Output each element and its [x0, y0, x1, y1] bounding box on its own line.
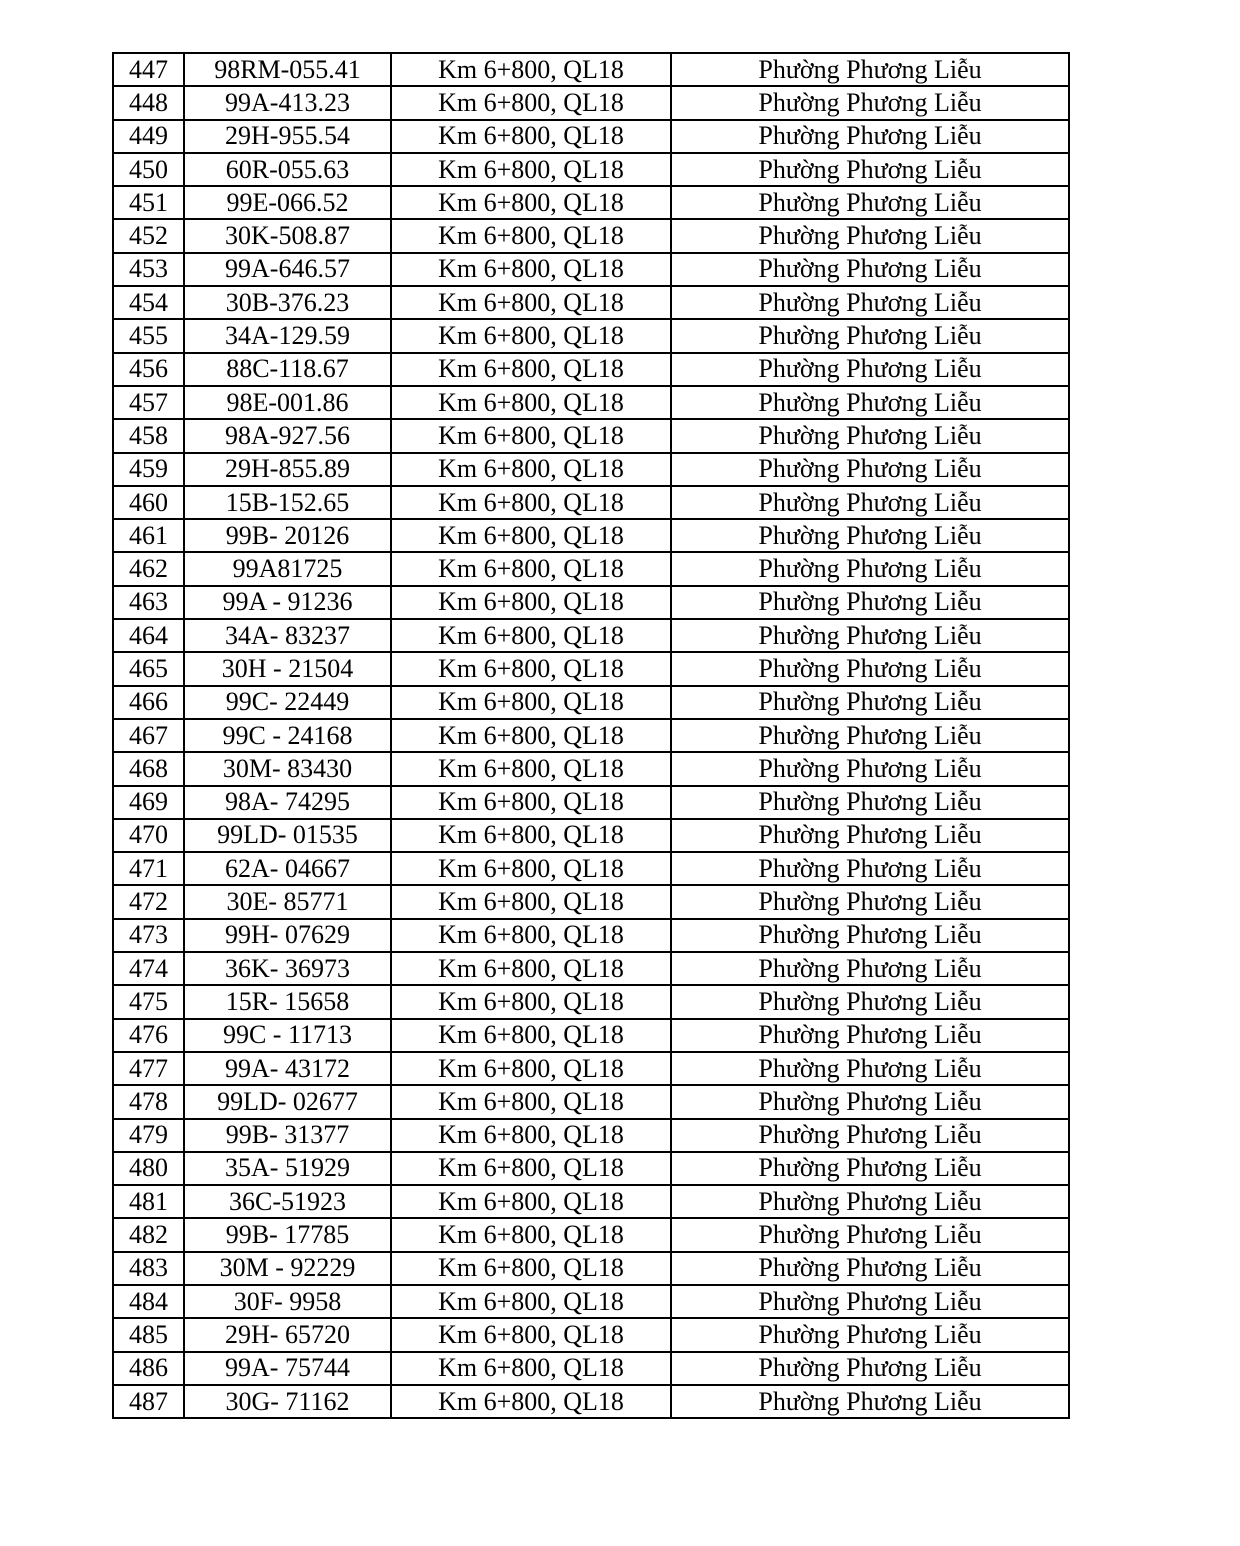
license-plate-cell: 29H-955.54 — [184, 120, 391, 153]
table-row — [113, 1352, 1069, 1385]
row-number-cell: 485 — [113, 1318, 184, 1351]
row-number-cell: 467 — [113, 719, 184, 752]
license-plate-cell: 36K- 36973 — [184, 952, 391, 985]
table-row — [113, 286, 1069, 319]
row-number-cell: 474 — [113, 952, 184, 985]
ward-cell: Phường Phương Liễu — [671, 1052, 1069, 1085]
ward-cell: Phường Phương Liễu — [671, 919, 1069, 952]
ward-cell: Phường Phương Liễu — [671, 219, 1069, 252]
location-cell: Km 6+800, QL18 — [391, 1119, 671, 1152]
row-number-cell: 456 — [113, 353, 184, 386]
location-cell: Km 6+800, QL18 — [391, 552, 671, 585]
location-cell: Km 6+800, QL18 — [391, 719, 671, 752]
location-cell: Km 6+800, QL18 — [391, 786, 671, 819]
table-row — [113, 1185, 1069, 1218]
location-cell: Km 6+800, QL18 — [391, 253, 671, 286]
row-number-cell: 480 — [113, 1152, 184, 1185]
ward-cell: Phường Phương Liễu — [671, 1318, 1069, 1351]
table-row — [113, 552, 1069, 585]
license-plate-cell: 99C - 11713 — [184, 1019, 391, 1052]
ward-cell: Phường Phương Liễu — [671, 286, 1069, 319]
table-row — [113, 1152, 1069, 1185]
license-plate-cell: 99A- 43172 — [184, 1052, 391, 1085]
table-row — [113, 1019, 1069, 1052]
location-cell: Km 6+800, QL18 — [391, 619, 671, 652]
license-plate-cell: 15R- 15658 — [184, 985, 391, 1018]
location-cell: Km 6+800, QL18 — [391, 120, 671, 153]
table-row — [113, 1385, 1069, 1418]
license-plate-cell: 98A- 74295 — [184, 786, 391, 819]
table-row — [113, 419, 1069, 452]
ward-cell: Phường Phương Liễu — [671, 586, 1069, 619]
ward-cell: Phường Phương Liễu — [671, 619, 1069, 652]
license-plate-cell: 99LD- 02677 — [184, 1085, 391, 1118]
license-plate-cell: 34A-129.59 — [184, 319, 391, 352]
location-cell: Km 6+800, QL18 — [391, 852, 671, 885]
license-plate-cell: 99A - 91236 — [184, 586, 391, 619]
table-row — [113, 86, 1069, 119]
location-cell: Km 6+800, QL18 — [391, 1252, 671, 1285]
ward-cell: Phường Phương Liễu — [671, 186, 1069, 219]
license-plate-cell: 30E- 85771 — [184, 885, 391, 918]
license-plate-cell: 99A-413.23 — [184, 86, 391, 119]
location-cell: Km 6+800, QL18 — [391, 1152, 671, 1185]
license-plate-cell: 30H - 21504 — [184, 652, 391, 685]
ward-cell: Phường Phương Liễu — [671, 852, 1069, 885]
table-row — [113, 319, 1069, 352]
ward-cell: Phường Phương Liễu — [671, 786, 1069, 819]
license-plate-cell: 30K-508.87 — [184, 219, 391, 252]
location-cell: Km 6+800, QL18 — [391, 1085, 671, 1118]
ward-cell: Phường Phương Liễu — [671, 1152, 1069, 1185]
ward-cell: Phường Phương Liễu — [671, 752, 1069, 785]
location-cell: Km 6+800, QL18 — [391, 752, 671, 785]
license-plate-cell: 30M - 92229 — [184, 1252, 391, 1285]
row-number-cell: 449 — [113, 120, 184, 153]
row-number-cell: 487 — [113, 1385, 184, 1418]
location-cell: Km 6+800, QL18 — [391, 453, 671, 486]
license-plate-cell: 99B- 20126 — [184, 519, 391, 552]
location-cell: Km 6+800, QL18 — [391, 519, 671, 552]
table-row — [113, 519, 1069, 552]
license-plate-cell: 99B- 31377 — [184, 1119, 391, 1152]
row-number-cell: 463 — [113, 586, 184, 619]
row-number-cell: 482 — [113, 1218, 184, 1251]
license-plate-cell: 88C-118.67 — [184, 353, 391, 386]
location-cell: Km 6+800, QL18 — [391, 1318, 671, 1351]
row-number-cell: 458 — [113, 419, 184, 452]
row-number-cell: 469 — [113, 786, 184, 819]
license-plate-cell: 98RM-055.41 — [184, 53, 391, 86]
row-number-cell: 457 — [113, 386, 184, 419]
location-cell: Km 6+800, QL18 — [391, 386, 671, 419]
license-plate-cell: 29H-855.89 — [184, 453, 391, 486]
location-cell: Km 6+800, QL18 — [391, 819, 671, 852]
row-number-cell: 468 — [113, 752, 184, 785]
location-cell: Km 6+800, QL18 — [391, 219, 671, 252]
ward-cell: Phường Phương Liễu — [671, 1119, 1069, 1152]
ward-cell: Phường Phương Liễu — [671, 1285, 1069, 1318]
ward-cell: Phường Phương Liễu — [671, 819, 1069, 852]
location-cell: Km 6+800, QL18 — [391, 952, 671, 985]
location-cell: Km 6+800, QL18 — [391, 486, 671, 519]
row-number-cell: 460 — [113, 486, 184, 519]
row-number-cell: 483 — [113, 1252, 184, 1285]
row-number-cell: 477 — [113, 1052, 184, 1085]
location-cell: Km 6+800, QL18 — [391, 86, 671, 119]
license-plate-cell: 99LD- 01535 — [184, 819, 391, 852]
table-row — [113, 586, 1069, 619]
table-row — [113, 852, 1069, 885]
row-number-cell: 479 — [113, 1119, 184, 1152]
table-row — [113, 786, 1069, 819]
table-row — [113, 53, 1069, 86]
ward-cell: Phường Phương Liễu — [671, 652, 1069, 685]
row-number-cell: 466 — [113, 686, 184, 719]
license-plate-cell: 99H- 07629 — [184, 919, 391, 952]
row-number-cell: 484 — [113, 1285, 184, 1318]
location-cell: Km 6+800, QL18 — [391, 319, 671, 352]
row-number-cell: 473 — [113, 919, 184, 952]
table-row — [113, 120, 1069, 153]
license-plate-cell: 30B-376.23 — [184, 286, 391, 319]
ward-cell: Phường Phương Liễu — [671, 453, 1069, 486]
ward-cell: Phường Phương Liễu — [671, 486, 1069, 519]
table-row — [113, 652, 1069, 685]
row-number-cell: 470 — [113, 819, 184, 852]
license-plate-cell: 30G- 71162 — [184, 1385, 391, 1418]
row-number-cell: 447 — [113, 53, 184, 86]
table-row — [113, 353, 1069, 386]
ward-cell: Phường Phương Liễu — [671, 1019, 1069, 1052]
ward-cell: Phường Phương Liễu — [671, 53, 1069, 86]
row-number-cell: 481 — [113, 1185, 184, 1218]
license-plate-cell: 99C - 24168 — [184, 719, 391, 752]
ward-cell: Phường Phương Liễu — [671, 386, 1069, 419]
ward-cell: Phường Phương Liễu — [671, 1252, 1069, 1285]
table-row — [113, 952, 1069, 985]
row-number-cell: 459 — [113, 453, 184, 486]
location-cell: Km 6+800, QL18 — [391, 586, 671, 619]
table-row — [113, 253, 1069, 286]
table-row — [113, 819, 1069, 852]
table-row — [113, 1318, 1069, 1351]
license-plate-cell: 30M- 83430 — [184, 752, 391, 785]
location-cell: Km 6+800, QL18 — [391, 1052, 671, 1085]
ward-cell: Phường Phương Liễu — [671, 519, 1069, 552]
location-cell: Km 6+800, QL18 — [391, 419, 671, 452]
license-plate-cell: 62A- 04667 — [184, 852, 391, 885]
license-plate-cell: 99E-066.52 — [184, 186, 391, 219]
ward-cell: Phường Phương Liễu — [671, 952, 1069, 985]
table-row — [113, 985, 1069, 1018]
ward-cell: Phường Phương Liễu — [671, 353, 1069, 386]
table-row — [113, 153, 1069, 186]
table-body — [113, 53, 1069, 1418]
table-row — [113, 1285, 1069, 1318]
table-row — [113, 186, 1069, 219]
license-plate-cell: 34A- 83237 — [184, 619, 391, 652]
ward-cell: Phường Phương Liễu — [671, 1352, 1069, 1385]
table-row — [113, 1218, 1069, 1251]
license-plate-cell: 30F- 9958 — [184, 1285, 391, 1318]
row-number-cell: 472 — [113, 885, 184, 918]
row-number-cell: 476 — [113, 1019, 184, 1052]
ward-cell: Phường Phương Liễu — [671, 1085, 1069, 1118]
table-row — [113, 719, 1069, 752]
ward-cell: Phường Phương Liễu — [671, 253, 1069, 286]
table-row — [113, 219, 1069, 252]
license-plate-cell: 99A- 75744 — [184, 1352, 391, 1385]
row-number-cell: 465 — [113, 652, 184, 685]
row-number-cell: 450 — [113, 153, 184, 186]
row-number-cell: 453 — [113, 253, 184, 286]
ward-cell: Phường Phương Liễu — [671, 885, 1069, 918]
license-plate-cell: 98A-927.56 — [184, 419, 391, 452]
location-cell: Km 6+800, QL18 — [391, 1019, 671, 1052]
ward-cell: Phường Phương Liễu — [671, 686, 1069, 719]
ward-cell: Phường Phương Liễu — [671, 319, 1069, 352]
ward-cell: Phường Phương Liễu — [671, 86, 1069, 119]
row-number-cell: 451 — [113, 186, 184, 219]
location-cell: Km 6+800, QL18 — [391, 153, 671, 186]
table-row — [113, 885, 1069, 918]
ward-cell: Phường Phương Liễu — [671, 719, 1069, 752]
table-row — [113, 1252, 1069, 1285]
license-plate-cell: 15B-152.65 — [184, 486, 391, 519]
table-row — [113, 1085, 1069, 1118]
license-plate-cell: 99C- 22449 — [184, 686, 391, 719]
row-number-cell: 478 — [113, 1085, 184, 1118]
table-row — [113, 752, 1069, 785]
row-number-cell: 454 — [113, 286, 184, 319]
table-row — [113, 919, 1069, 952]
location-cell: Km 6+800, QL18 — [391, 1185, 671, 1218]
table-row — [113, 686, 1069, 719]
location-cell: Km 6+800, QL18 — [391, 286, 671, 319]
row-number-cell: 471 — [113, 852, 184, 885]
license-plate-cell: 99A-646.57 — [184, 253, 391, 286]
location-cell: Km 6+800, QL18 — [391, 686, 671, 719]
location-cell: Km 6+800, QL18 — [391, 1218, 671, 1251]
location-cell: Km 6+800, QL18 — [391, 885, 671, 918]
location-cell: Km 6+800, QL18 — [391, 652, 671, 685]
ward-cell: Phường Phương Liễu — [671, 1218, 1069, 1251]
license-plate-cell: 29H- 65720 — [184, 1318, 391, 1351]
table-row — [113, 386, 1069, 419]
ward-cell: Phường Phương Liễu — [671, 1385, 1069, 1418]
location-cell: Km 6+800, QL18 — [391, 186, 671, 219]
ward-cell: Phường Phương Liễu — [671, 552, 1069, 585]
row-number-cell: 475 — [113, 985, 184, 1018]
table-row — [113, 1052, 1069, 1085]
ward-cell: Phường Phương Liễu — [671, 985, 1069, 1018]
violations-table — [112, 52, 1070, 1419]
table-row — [113, 619, 1069, 652]
license-plate-cell: 35A- 51929 — [184, 1152, 391, 1185]
ward-cell: Phường Phương Liễu — [671, 1185, 1069, 1218]
row-number-cell: 462 — [113, 552, 184, 585]
license-plate-cell: 98E-001.86 — [184, 386, 391, 419]
ward-cell: Phường Phương Liễu — [671, 419, 1069, 452]
location-cell: Km 6+800, QL18 — [391, 1352, 671, 1385]
license-plate-cell: 99A81725 — [184, 552, 391, 585]
table-row — [113, 486, 1069, 519]
table-row — [113, 1119, 1069, 1152]
row-number-cell: 464 — [113, 619, 184, 652]
ward-cell: Phường Phương Liễu — [671, 120, 1069, 153]
location-cell: Km 6+800, QL18 — [391, 353, 671, 386]
location-cell: Km 6+800, QL18 — [391, 1385, 671, 1418]
row-number-cell: 461 — [113, 519, 184, 552]
row-number-cell: 486 — [113, 1352, 184, 1385]
location-cell: Km 6+800, QL18 — [391, 1285, 671, 1318]
location-cell: Km 6+800, QL18 — [391, 53, 671, 86]
ward-cell: Phường Phương Liễu — [671, 153, 1069, 186]
license-plate-cell: 99B- 17785 — [184, 1218, 391, 1251]
row-number-cell: 448 — [113, 86, 184, 119]
row-number-cell: 452 — [113, 219, 184, 252]
license-plate-cell: 60R-055.63 — [184, 153, 391, 186]
location-cell: Km 6+800, QL18 — [391, 919, 671, 952]
row-number-cell: 455 — [113, 319, 184, 352]
license-plate-cell: 36C-51923 — [184, 1185, 391, 1218]
location-cell: Km 6+800, QL18 — [391, 985, 671, 1018]
table-row — [113, 453, 1069, 486]
